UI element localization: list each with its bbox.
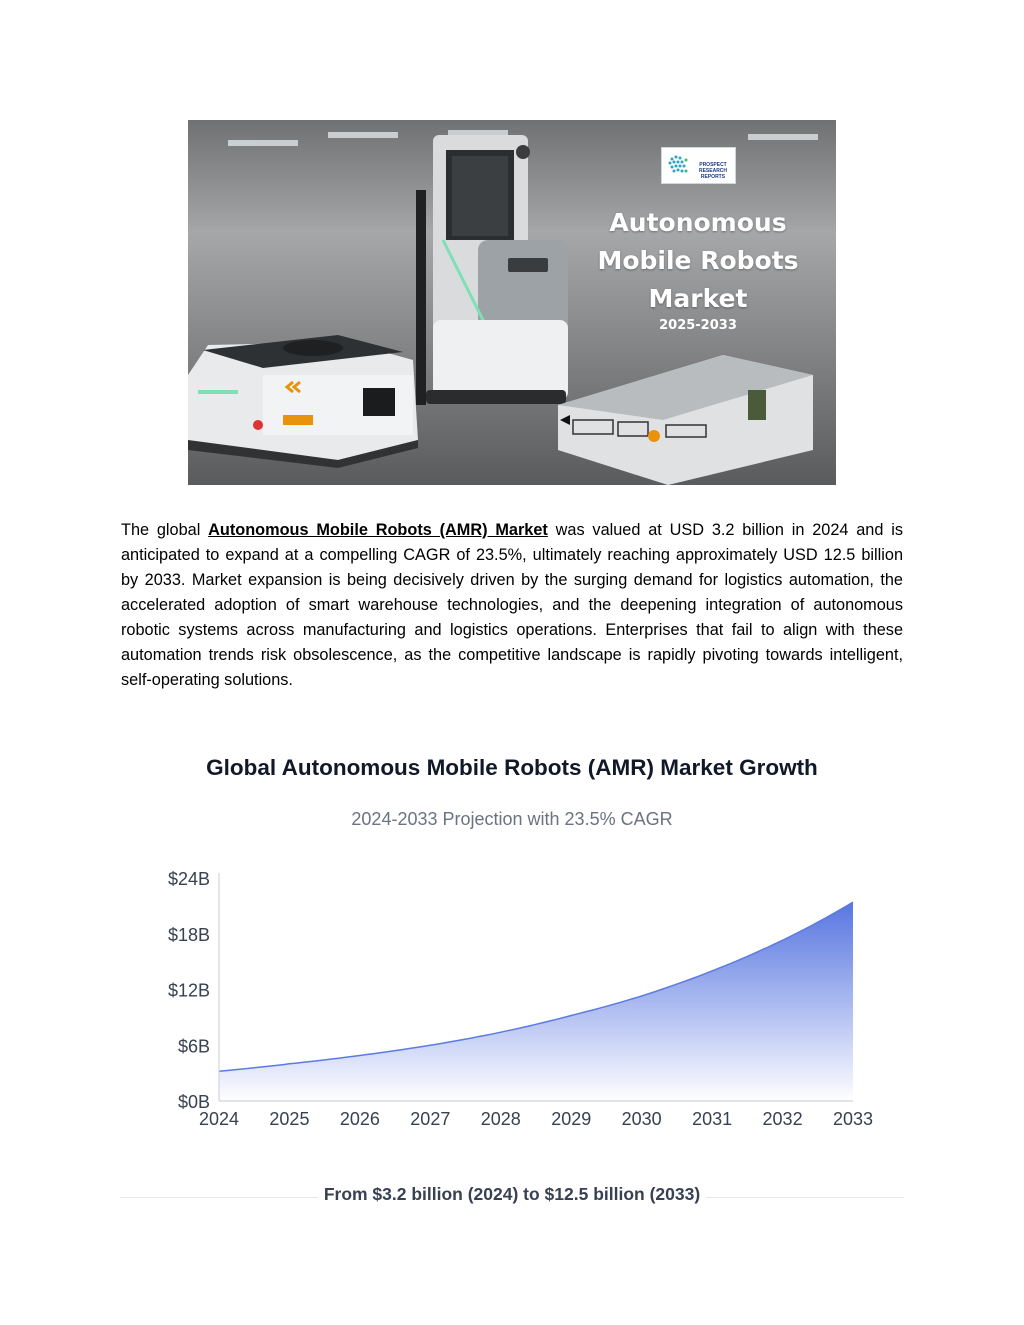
market-link[interactable]: Autonomous Mobile Robots (AMR) Market	[208, 521, 548, 539]
data-point	[781, 939, 783, 941]
x-tick-label: 2032	[762, 1109, 803, 1129]
x-tick-label: 2025	[269, 1109, 310, 1129]
x-tick-label: 2029	[551, 1109, 592, 1129]
hero-title-line: Autonomous	[609, 208, 787, 237]
y-tick-label: $12B	[167, 980, 210, 1001]
y-tick-label: $6B	[177, 1036, 210, 1057]
chart-title: Global Autonomous Mobile Robots (AMR) Market Growth	[206, 755, 818, 780]
logo-text: PROSPECT RESEARCH REPORTS	[698, 162, 728, 180]
data-point	[500, 1031, 502, 1033]
chart-footnote	[120, 1184, 904, 1205]
data-point	[288, 1063, 290, 1065]
y-tick-label: $0B	[177, 1092, 210, 1112]
data-point	[570, 1014, 572, 1016]
data-point	[711, 970, 713, 972]
hero-title-line: Mobile Robots	[597, 246, 799, 275]
data-point	[359, 1054, 361, 1056]
x-tick-label: 2026	[339, 1109, 380, 1129]
paragraph-body: was valued at USD 3.2 billion in 2024 and is anticipated to expand at a compelling CAGR of 23.5%, ultimately reaching approximately USD 12.5 billion by 2033. Market expansion is being decisively driven by the surging demand for logistics automation, the accelerated adoption of smart warehouse technologies, and the deepening integration of autonomous robotic systems across manufacturing and logistics operations. Enterprises that fail to align with these automation trends risk obsolescence, as the competitive landscape is rapidly pivoting towards intelligent, self-operating solutions.	[121, 521, 903, 689]
x-tick-label: 2033	[832, 1109, 874, 1129]
x-tick-label: 2024	[198, 1109, 240, 1129]
y-tick-label: $18B	[167, 924, 210, 945]
hero-title-line: Market	[648, 284, 748, 313]
x-tick-label: 2028	[480, 1109, 521, 1129]
footnote-text: From $3.2 billion (2024) to $12.5 billion (2033)	[318, 1184, 706, 1204]
x-tick-label: 2030	[621, 1109, 662, 1129]
paragraph-lead: The global	[121, 521, 209, 539]
hero-years: 2025-2033	[659, 318, 737, 333]
area-fill	[219, 902, 853, 1101]
chart-subtitle: 2024-2033 Projection with 23.5% CAGR	[351, 809, 673, 829]
x-tick-label: 2031	[692, 1109, 733, 1129]
data-point	[852, 901, 854, 903]
x-tick-label: 2027	[410, 1109, 451, 1129]
data-point	[640, 995, 642, 997]
data-point	[429, 1044, 431, 1046]
y-tick-label: $24B	[167, 869, 210, 889]
